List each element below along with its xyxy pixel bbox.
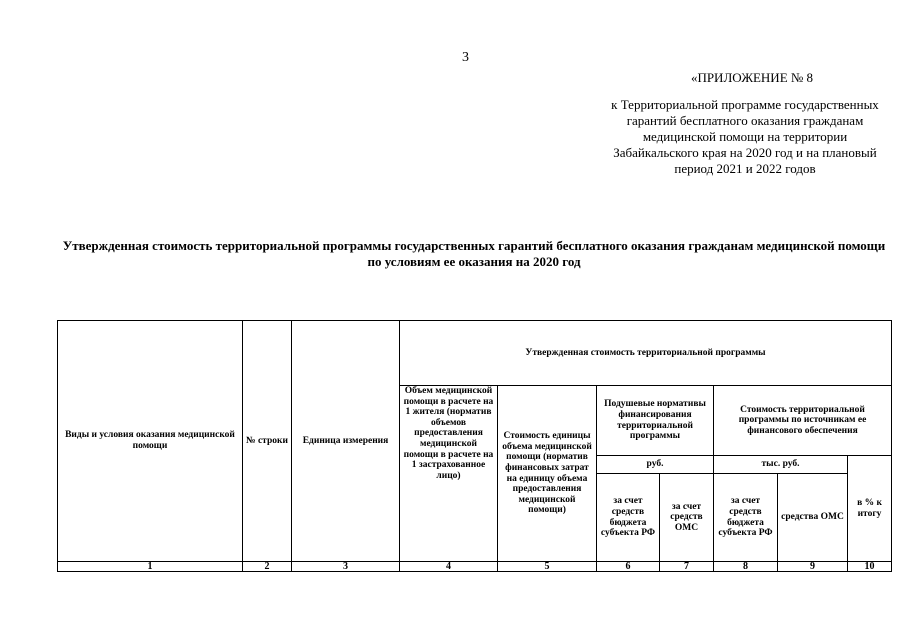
header-volume: Объем медицинской помощи в расчете на 1 жителя (норматив объемов предоставления медицинской помощи в расчете на 1 застрахованное лицо) [400, 386, 498, 562]
header-by-sources: Стоимость территориальной программы по источникам ее финансового обеспечения [714, 386, 892, 456]
header-per-capita: Подушевые нормативы финансирования территориальной программы [597, 386, 714, 456]
column-number: 4 [400, 562, 498, 572]
column-number: 3 [292, 562, 400, 572]
header-oms-rub: за счет средств ОМС [660, 474, 714, 562]
column-number: 9 [778, 562, 848, 572]
column-number: 8 [714, 562, 778, 572]
header-oms-thousand: средства ОМС [778, 474, 848, 562]
column-number: 7 [660, 562, 714, 572]
header-rub: руб. [597, 456, 714, 474]
header-unit: Единица измерения [292, 321, 400, 562]
header-row-number: № строки [243, 321, 292, 562]
column-number: 6 [597, 562, 660, 572]
column-number: 2 [243, 562, 292, 572]
header-budget-rf-thousand: за счет средств бюджета субъекта РФ [714, 474, 778, 562]
column-number: 5 [498, 562, 597, 572]
header-types: Виды и условия оказания медицинской помощи [58, 321, 243, 562]
appendix-title: «ПРИЛОЖЕНИЕ № 8 [690, 70, 814, 85]
cost-table [57, 320, 892, 572]
column-number: 1 [58, 562, 243, 572]
header-thousand-rub: тыс. руб. [714, 456, 848, 474]
header-approved-cost: Утвержденная стоимость территориальной программы [400, 321, 892, 386]
appendix-block [600, 70, 890, 177]
column-number: 10 [848, 562, 892, 572]
header-percent-total: в % к итогу [848, 456, 892, 562]
header-budget-rf-rub: за счет средств бюджета субъекта РФ [597, 474, 660, 562]
header-unit-cost: Стоимость единицы объема медицинской помощи (норматив финансовых затрат на единицу объема предоставления медицинской помощи) [498, 386, 597, 562]
page-number: 3 [462, 50, 469, 65]
appendix-subtitle: к Территориальной программе государственных гарантий бесплатного оказания гражданам медицинской помощи на территории Забайкальского края на 2020 год и на плановый период 2021 и 2022 годов [611, 97, 879, 176]
document-title: Утвержденная стоимость территориальной программы государственных гарантий бесплатного оказания гражданам медицинской помощи по условиям ее оказания на 2020 год [62, 238, 886, 269]
